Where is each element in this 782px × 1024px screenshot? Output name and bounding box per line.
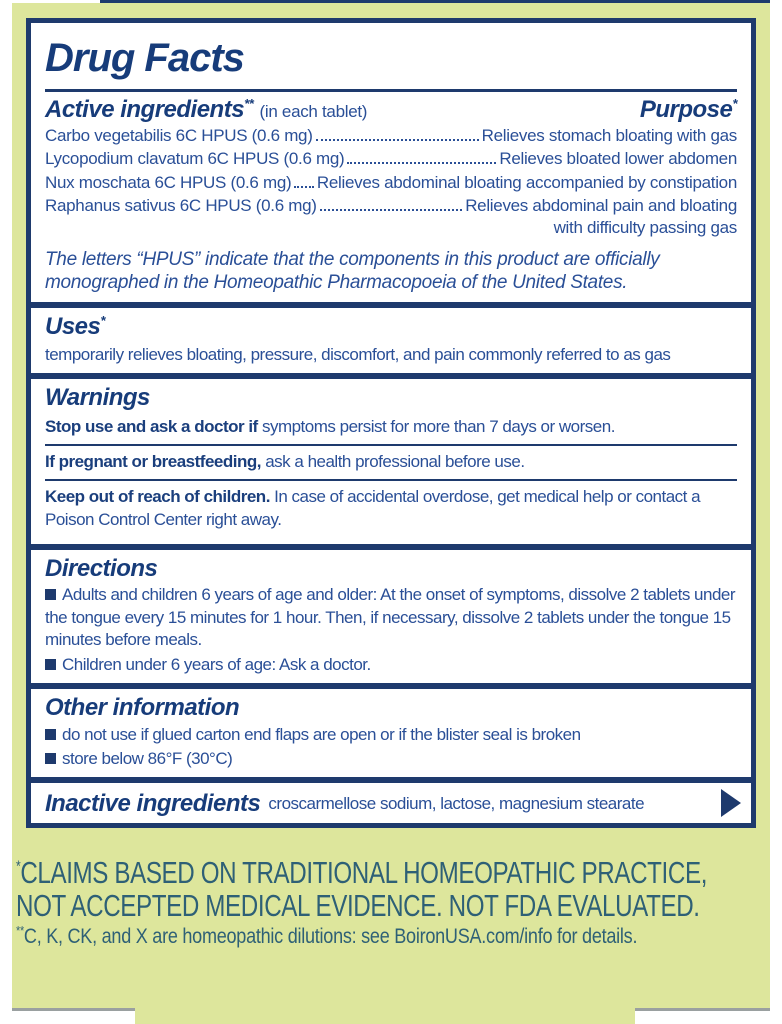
inactive-ingredients-body: croscarmellose sodium, lactose, magnesium stearate bbox=[268, 794, 645, 814]
uses-body: temporarily relieves bloating, pressure, discomfort, and pain commonly referred to as gas bbox=[45, 344, 671, 364]
warning-item: Stop use and ask a doctor if symptoms persist for more than 7 days or worsen. bbox=[45, 417, 615, 437]
active-heading-note: (in each tablet) bbox=[259, 102, 368, 121]
other-information-item: store below 86°F (30°C) bbox=[45, 748, 737, 770]
warnings-heading: Warnings bbox=[45, 383, 150, 411]
bullet-square-icon bbox=[45, 589, 56, 600]
section-other-information bbox=[31, 689, 751, 777]
ingredient-row bbox=[45, 171, 737, 194]
directions-item: Children under 6 years of age: Ask a doctor. bbox=[45, 654, 737, 676]
claims-asterisk: * bbox=[16, 858, 21, 876]
ingredient-row bbox=[45, 124, 737, 147]
section-active-ingredients bbox=[31, 23, 751, 302]
ingredient-row bbox=[45, 194, 737, 217]
ingredient-purpose: Relieves bloated lower abdomen bbox=[499, 149, 737, 169]
active-heading-asterisks: ** bbox=[244, 96, 254, 111]
section-directions bbox=[31, 550, 751, 683]
carton-top-edge bbox=[100, 0, 770, 3]
purpose-heading-asterisk: * bbox=[732, 96, 737, 111]
footnotes bbox=[16, 856, 770, 949]
directions-item: Adults and children 6 years of age and older: At the onset of symptoms, dissolve 2 tablets under the tongue every 15 minutes for 1 hour. Then, if necessary, dissolve 2 tablets under the tongue 15 minutes before meals. bbox=[45, 585, 736, 650]
carton-edge-shadow-left bbox=[12, 1008, 135, 1011]
claims-disclaimer-line2: NOT ACCEPTED MEDICAL EVIDENCE. NOT FDA EVALUATED. bbox=[16, 888, 700, 924]
uses-heading: Uses* bbox=[45, 313, 106, 340]
dilutions-asterisks: ** bbox=[16, 924, 24, 939]
directions-heading: Directions bbox=[45, 554, 158, 582]
active-ingredients-heading: Active ingredients** (in each tablet) bbox=[45, 96, 368, 123]
dot-leader bbox=[347, 162, 496, 164]
claims-disclaimer-line1: *CLAIMS BASED ON TRADITIONAL HOMEOPATHIC PRACTICE, bbox=[16, 855, 708, 890]
ingredient-purpose: Relieves abdominal pain and bloating bbox=[465, 195, 737, 215]
ingredient-row bbox=[45, 147, 737, 170]
dot-leader bbox=[316, 139, 479, 141]
carton-bottom-flap-tab bbox=[135, 1008, 635, 1024]
uses-heading-asterisk: * bbox=[100, 313, 106, 328]
warning-bold-lead: Keep out of reach of children. bbox=[45, 487, 270, 507]
purpose-heading: Purpose* bbox=[639, 96, 737, 123]
ingredient-name: Carbo vegetabilis 6C HPUS (0.6 mg) bbox=[45, 125, 313, 145]
other-information-heading: Other information bbox=[45, 694, 240, 721]
ingredient-purpose: Relieves abdominal bloating accompanied by constipation bbox=[316, 172, 737, 192]
dilutions-footnote: **C, K, CK, and X are homeopathic dilutions: see BoironUSA.com/info for details. bbox=[16, 924, 638, 949]
ingredient-purpose-continuation: with difficulty passing gas bbox=[553, 218, 737, 238]
ingredient-name: Nux moschata 6C HPUS (0.6 mg) bbox=[45, 172, 292, 192]
dot-leader bbox=[294, 186, 314, 188]
warning-item: If pregnant or breastfeeding, ask a health professional before use. bbox=[45, 452, 525, 472]
warning-bold-lead: Stop use and ask a doctor if bbox=[45, 417, 258, 437]
bullet-square-icon bbox=[45, 729, 56, 740]
section-warnings bbox=[31, 379, 751, 544]
ingredient-purpose: Relieves stomach bloating with gas bbox=[481, 125, 737, 145]
dot-leader bbox=[320, 209, 463, 211]
bullet-square-icon bbox=[45, 753, 56, 764]
bullet-square-icon bbox=[45, 659, 56, 670]
panel-title: Drug Facts bbox=[45, 36, 244, 80]
warning-bold-lead: If pregnant or breastfeeding, bbox=[45, 452, 261, 472]
ingredient-name: Raphanus sativus 6C HPUS (0.6 mg) bbox=[45, 195, 317, 215]
continue-right-arrow-icon bbox=[721, 789, 741, 817]
section-uses bbox=[31, 308, 751, 373]
other-information-item: do not use if glued carton end flaps are open or if the blister seal is broken bbox=[45, 724, 737, 746]
warning-item: Keep out of reach of children. In case of accidental overdose, get medical help or contact a Poison Control Center right away. bbox=[45, 487, 701, 529]
drug-facts-panel bbox=[26, 18, 756, 828]
title-rule bbox=[45, 89, 737, 92]
carton-edge-shadow-right bbox=[635, 1008, 770, 1011]
ingredient-name: Lycopodium clavatum 6C HPUS (0.6 mg) bbox=[45, 149, 345, 169]
section-inactive-ingredients bbox=[31, 783, 751, 823]
inactive-ingredients-heading: Inactive ingredients bbox=[45, 789, 261, 817]
hpus-note: The letters “HPUS” indicate that the components in this product are officially monographed in the Homeopathic Pharmacopoeia of the United States. bbox=[45, 248, 660, 294]
